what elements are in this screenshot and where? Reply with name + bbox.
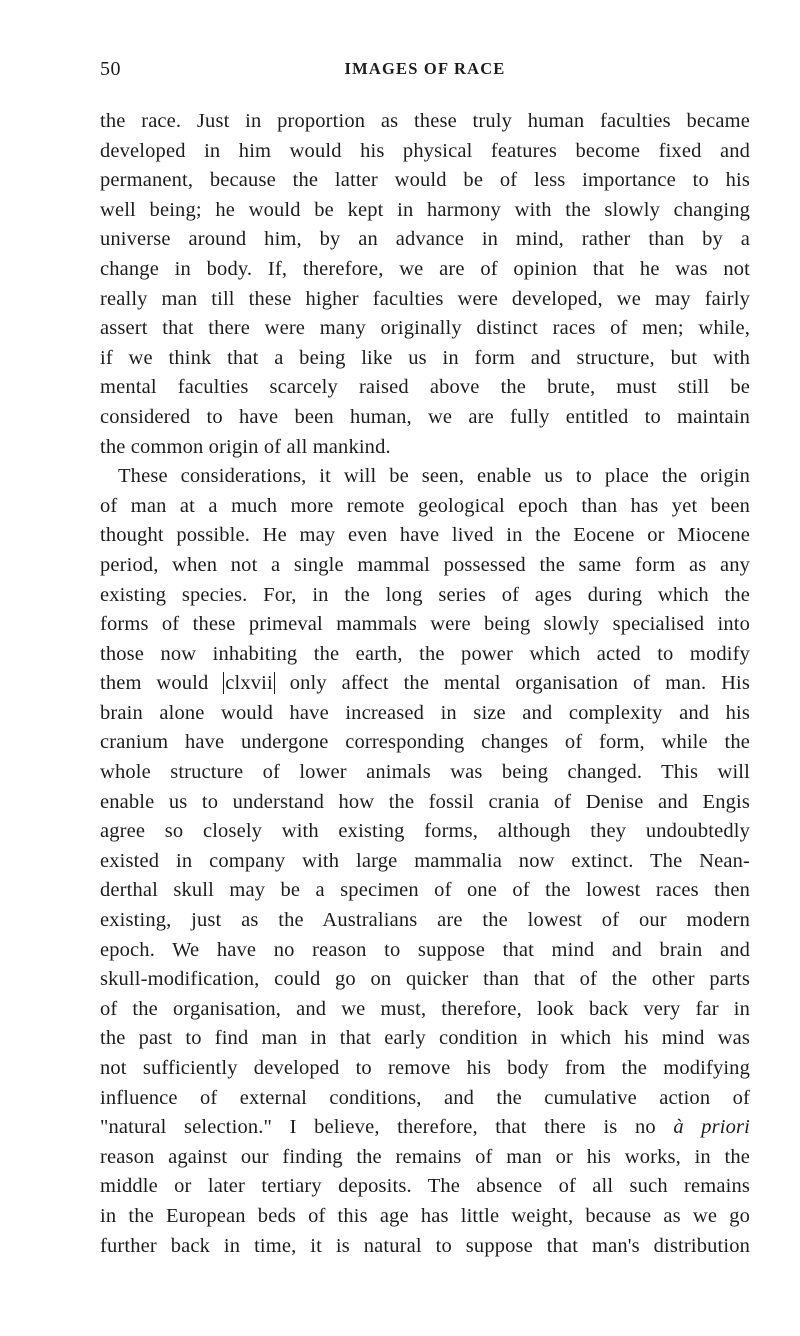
text-line: if we think that a being like us in form and structure, but with [100, 346, 750, 369]
text-line: existing species. For, in the long series of ages during which the [100, 583, 750, 606]
text-line: reason against our finding the remains of man or his works, in the [100, 1145, 750, 1168]
text-line: the common origin of all mankind. [100, 435, 391, 458]
body-text [100, 107, 750, 1261]
text-line: These considerations, it will be seen, enable us to place the origin [118, 465, 750, 488]
text-line: universe around him, by an advance in mind, rather than by a [100, 228, 750, 251]
text-line: enable us to understand how the fossil crania of Denise and Engis [100, 790, 750, 813]
text-line: thought possible. He may even have lived in the Eocene or Miocene [100, 524, 750, 547]
text-line: permanent, because the latter would be of less importance to his [100, 169, 750, 192]
text-line: developed in him would his physical features become fixed and [100, 139, 750, 162]
text-line: further back in time, it is natural to suppose that man's distribution [100, 1234, 750, 1257]
text-line: skull-modification, could go on quicker than that of the other parts [100, 968, 750, 991]
text-line: the past to find man in that early condition in which his mind was [100, 1027, 750, 1050]
text-line: agree so closely with existing forms, although they undoubtedly [100, 820, 750, 843]
text-line: not sufficiently developed to remove his body from the modifying [100, 1057, 750, 1079]
text-line: epoch. We have no reason to suppose that mind and brain and [100, 938, 750, 961]
marker-line-after: only affect the mental organisation of man. His [289, 672, 751, 695]
page-number: 50 [100, 58, 121, 80]
paragraph-1 [100, 107, 750, 462]
text-line: considered to have been human, we are fully entitled to maintain [100, 405, 750, 428]
page-marker: clxvii [225, 672, 273, 695]
text-line: period, when not a single mammal possessed the same form as any [100, 553, 750, 576]
text-line: derthal skull may be a specimen of one of the lowest races then [100, 879, 750, 902]
text-line: brain alone would have increased in size and complexity and his [100, 701, 750, 724]
text-line: middle or later tertiary deposits. The absence of all such remains [100, 1175, 750, 1198]
text-line-with-marker [100, 669, 750, 699]
text-line: of the organisation, and we must, therefore, look back very far in [100, 997, 750, 1020]
text-line-with-italic [100, 1113, 750, 1143]
text-line: existed in company with large mammalia now extinct. The Nean- [100, 849, 750, 872]
paragraph-2 [100, 462, 750, 1261]
italic-phrase: à priori [673, 1116, 751, 1139]
text-line: the race. Just in proportion as these truly human faculties became [100, 110, 750, 132]
text-line: influence of external conditions, and the cumulative action of [100, 1086, 750, 1109]
text-line: forms of these primeval mammals were being slowly specialised into [100, 613, 750, 636]
text-line: well being; he would be kept in harmony with the slowly changing [100, 198, 750, 221]
text-line: of man at a much more remote geological epoch than has yet been [100, 494, 750, 517]
marker-line-before: them would [100, 672, 209, 695]
italic-line-lead: "natural selection." I believe, therefore, that there is no [100, 1116, 656, 1139]
text-line: those now inhabiting the earth, the power which acted to modify [100, 642, 750, 665]
text-line: in the European beds of this age has little weight, because as we go [100, 1204, 750, 1227]
text-line: mental faculties scarcely raised above the brute, must still be [100, 376, 750, 399]
text-line: existing, just as the Australians are the lowest of our modern [100, 909, 750, 932]
text-line: whole structure of lower animals was being changed. This will [100, 761, 750, 784]
text-line: cranium have undergone corresponding changes of form, while the [100, 731, 750, 754]
page-header [100, 58, 750, 88]
text-line: change in body. If, therefore, we are of opinion that he was not [100, 257, 750, 280]
running-head: IMAGES OF RACE [344, 59, 506, 78]
text-line: really man till these higher faculties were developed, we may fairly [100, 287, 750, 310]
text-line: assert that there were many originally distinct races of men; while, [100, 317, 750, 340]
